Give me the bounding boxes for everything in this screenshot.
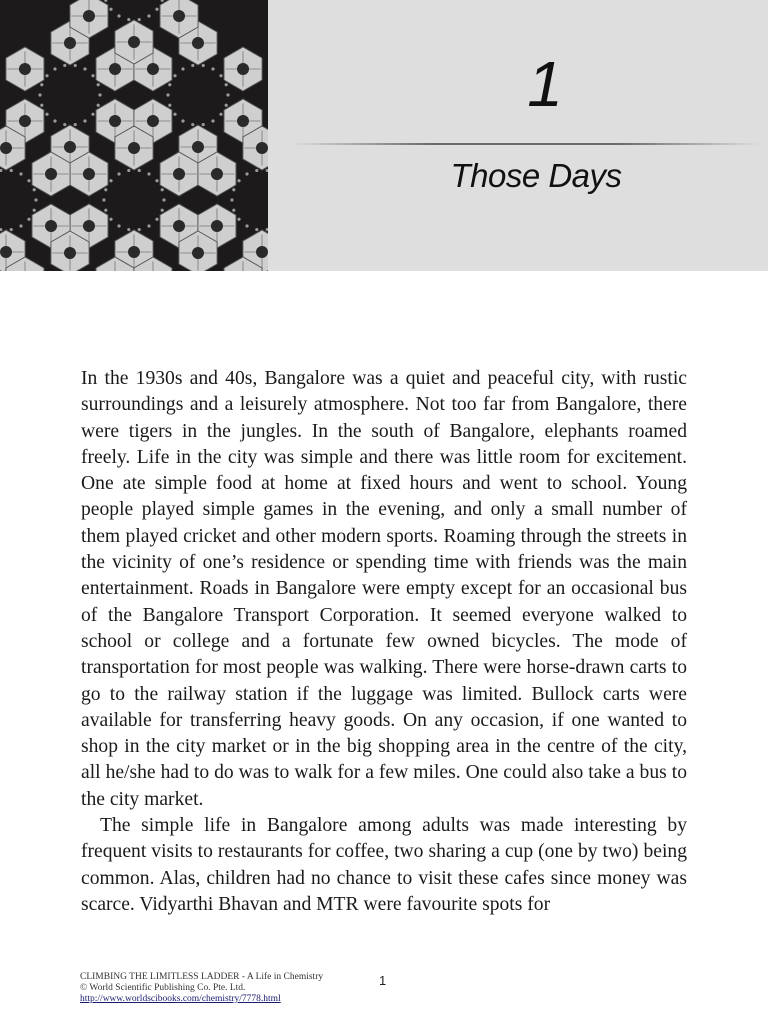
body-text [81,366,687,918]
paragraph-2: The simple life in Bangalore among adults was made interesting by frequent visits to restaurants for coffee, two sharing a cup (one by two) being common. Alas, children had no chance to visit these cafes since money was scarce. Vidyarthi Bhavan and MTR were favourite spots for [81,815,687,915]
footer-citation [80,972,400,1005]
footer-copyright: © World Scientific Publishing Co. Pte. Ltd. [80,983,246,993]
title-divider [290,143,760,145]
chapter-title: Those Days [450,157,622,194]
decorative-molecular-pattern-icon [0,0,268,271]
chapter-number: 1 [527,48,563,120]
footer-url-link[interactable]: http://www.worldscibooks.com/chemistry/7778.html [80,994,281,1004]
page-number: 1 [379,973,387,988]
footer-book-title: CLIMBING THE LIMITLESS LADDER - A Life in Chemistry [80,972,324,982]
paragraph-1: In the 1930s and 40s, Bangalore was a quiet and peaceful city, with rustic surroundings and a leisurely atmosphere. Not too far from Bangalore, there were tigers in the jungles. In the south of Bangalore, elephants roamed freely. Life in the city was simple and there was little room for excitement. One ate simple food at home at fixed hours and went to school. Young people played simple games in the evening, and only a small number of them played cricket and other modern sports. Roaming through the streets in the vicinity of one’s residence or spending time with friends was the main entertainment. Roads in Bangalore were empty except for an occasional bus of the Bangalore Transport Corporation. It seemed everyone walked to school or college and a fortunate few owned bicycles. The mode of transportation for most people was walking. There were horse-drawn carts to go to the railway station if the luggage was limited. Bullock carts were available for transferring heavy goods. On any occasion, if one wanted to shop in the city market or in the big shopping area in the centre of the city, all he/she had to do was to walk for a few miles. One could also take a bus to the city market. [81,368,687,810]
